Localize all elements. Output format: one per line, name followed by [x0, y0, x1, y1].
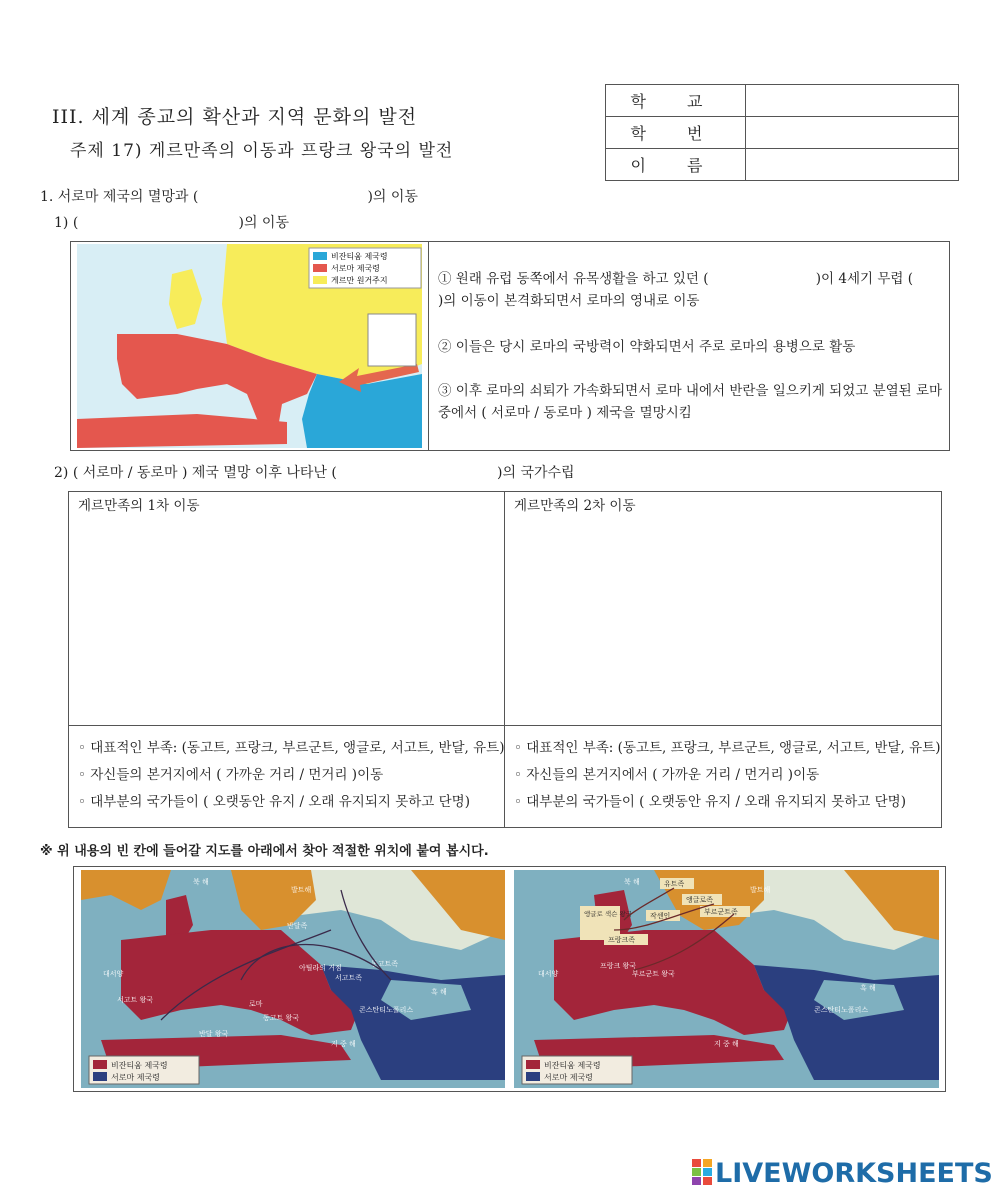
map2-label-10: 부르군트 왕국 [632, 970, 675, 978]
first-migration-bullets [78, 735, 504, 816]
school-label: 학 교 [606, 85, 746, 117]
bullet-tribes: ◦ 대표적인 부족: (동고트, 프랑크, 부르군트, 앵글로, 서고트, 반달, 유트) [514, 740, 941, 756]
map2-legend-byzantine: 비잔티움 제국령 [544, 1061, 601, 1070]
first-migration-header: 게르만족의 1차 이동 [78, 498, 200, 514]
map2-label-6: 부르군트족 [704, 908, 738, 916]
box-divider [428, 241, 429, 450]
map1-label-10: 동고트 왕국 [263, 1014, 300, 1022]
map1-legend-westrome: 서로마 제국령 [111, 1073, 160, 1082]
school-field[interactable] [746, 85, 959, 117]
worksheet-title: III. 세계 종교의 확산과 지역 문화의 발전 [52, 106, 418, 128]
map1-label-1: 발트해 [291, 886, 312, 894]
bullet-tribes: ◦ 대표적인 부족: (동고트, 프랑크, 부르군트, 앵글로, 서고트, 반달, 유트) [78, 740, 505, 756]
bullet-duration: ◦ 대부분의 국가들이 ( 오랫동안 유지 / 오래 유지되지 못하고 단명) [78, 794, 470, 810]
liveworksheets-text: LIVEWORKSHEETS [715, 1158, 993, 1189]
second-migration-header: 게르만족의 2차 이동 [514, 498, 636, 514]
map2-label-13: 지 중 해 [714, 1040, 739, 1048]
section1-sub1: 1) ( )의 이동 [54, 215, 289, 231]
map1-label-6: 서고트족 [335, 974, 363, 982]
bullet-duration: ◦ 대부분의 국가들이 ( 오랫동안 유지 / 오래 유지되지 못하고 단명) [514, 794, 906, 810]
map1-label-7: 흑 해 [431, 988, 447, 996]
first-migration-map-svg [81, 870, 505, 1088]
section1-heading: 1. 서로마 제국의 멸망과 ( )의 이동 [40, 189, 418, 205]
statement-3: ③ 이후 로마의 쇠퇴가 가속화되면서 로마 내에서 반란을 일으키게 되었고 분열된 로마 중에서 ( 서로마 / 동로마 ) 제국을 멸망시킴 [438, 383, 943, 421]
instruction-note: ※ 위 내용의 빈 칸에 들어갈 지도를 아래에서 찾아 적절한 위치에 붙여 봅시다. [40, 844, 489, 859]
small-legend-german: 게르만 원거주지 [331, 276, 388, 285]
map1-label-8: 서고트 왕국 [117, 996, 154, 1004]
second-migration-map-svg [514, 870, 939, 1088]
map2-label-1: 유트족 [664, 880, 685, 888]
map2-label-5: 작센인 [650, 912, 671, 920]
map2-label-9: 프랑크 왕국 [600, 962, 637, 970]
map1-legend-byzantine: 비잔티움 제국령 [111, 1061, 168, 1070]
map1-label-0: 북 해 [193, 878, 209, 886]
map1-label-2: 반달족 [287, 922, 308, 930]
worksheet-subtitle: 주제 17) 게르만족의 이동과 프랑크 왕국의 발전 [70, 141, 454, 161]
liveworksheets-icon [692, 1159, 712, 1185]
map1-label-11: 콘스탄티노폴리스 [359, 1006, 414, 1014]
map2-label-0: 북 해 [624, 878, 640, 886]
map1-label-3: 대서양 [103, 970, 124, 978]
name-label: 이 름 [606, 149, 746, 181]
statement-1: ① 원래 유럽 동쪽에서 유목생활을 하고 있던 ( )이 4세기 무렵 ( )의 이동이 본격화되면서 로마의 영내로 이동 [438, 271, 986, 309]
small-legend-westrome: 서로마 제국령 [331, 264, 380, 273]
small-legend-byzantine: 비잔티움 제국령 [331, 252, 388, 261]
statement-2: ② 이들은 당시 로마의 국방력이 약화되면서 주로 로마의 용병으로 활동 [438, 339, 856, 355]
second-migration-map[interactable] [514, 870, 939, 1088]
table-horizontal-divider [68, 725, 941, 726]
liveworksheets-logo [692, 1158, 993, 1189]
europe-migration-map [77, 244, 422, 448]
europe-map-svg [77, 244, 422, 448]
map1-label-5: 동고트족 [371, 960, 399, 968]
second-migration-bullets [514, 735, 940, 816]
bullet-distance: ◦ 자신들의 본거지에서 ( 가까운 거리 / 먼거리 )이동 [78, 767, 384, 783]
map1-label-12: 반달 왕국 [199, 1030, 229, 1038]
map2-label-11: 흑 해 [860, 984, 876, 992]
map2-label-12: 콘스탄티노폴리스 [814, 1006, 869, 1014]
map2-label-2: 발트해 [750, 886, 771, 894]
section1-sub2: 2) ( 서로마 / 동로마 ) 제국 멸망 이후 나타난 ( )의 국가수립 [54, 465, 575, 481]
map2-label-3: 앵글로족 [686, 896, 714, 904]
name-field[interactable] [746, 149, 959, 181]
student-number-label: 학 번 [606, 117, 746, 149]
student-number-field[interactable] [746, 117, 959, 149]
map2-label-4: 앵글로 색슨 왕국 [584, 910, 633, 918]
map2-legend-westrome: 서로마 제국령 [544, 1073, 593, 1082]
bullet-distance: ◦ 자신들의 본거지에서 ( 가까운 거리 / 먼거리 )이동 [514, 767, 820, 783]
map1-label-9: 로마 [249, 1000, 263, 1008]
map1-label-4: 아틸라의 거점 [299, 964, 342, 972]
student-info-table [605, 84, 959, 181]
map2-label-7: 프랑크족 [608, 936, 636, 944]
first-migration-map[interactable] [81, 870, 505, 1088]
map2-label-8: 대서양 [538, 970, 559, 978]
map1-label-13: 지 중 해 [331, 1040, 356, 1048]
